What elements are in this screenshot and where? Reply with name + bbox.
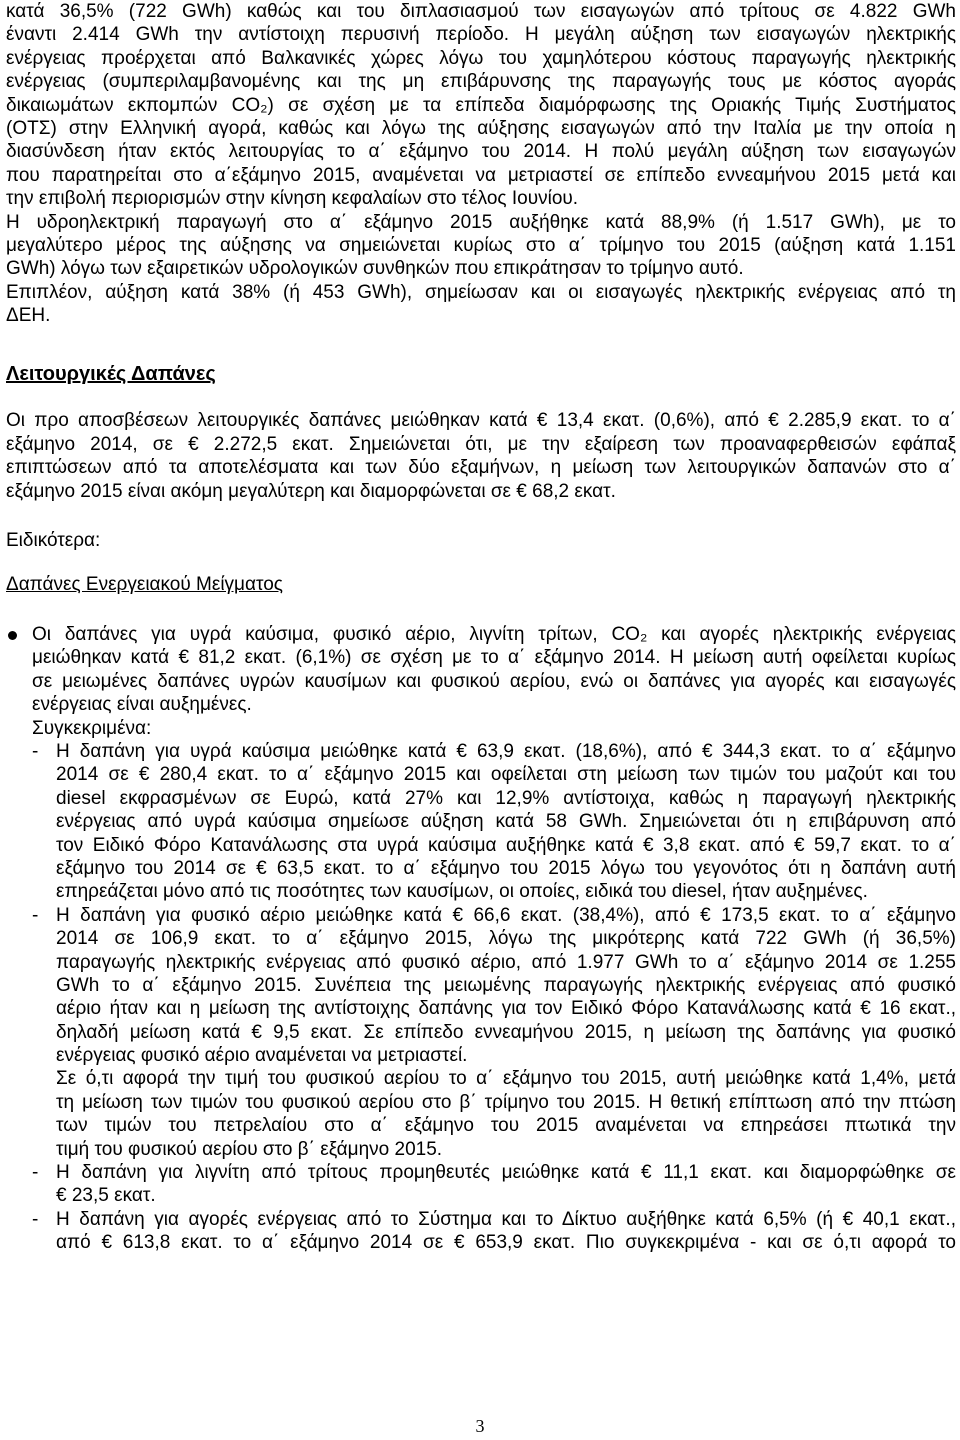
text-line: GWh το α΄ εξάμηνο 2015. Συνέπεια της μειωμένης παραγωγής ηλεκτρικής ενέργειας από φυσικό: [56, 974, 956, 996]
section-title: Λειτουργικές Δαπάνες: [6, 363, 216, 386]
text-line: GWh) λόγω των εξαιρετικών υδρολογικών συνθηκών που επικράτησαν το τρίμηνο αυτό.: [6, 258, 744, 280]
intro-paragraph: [6, 0, 956, 211]
text-line: ενέργειας είναι αυξημένες.: [32, 694, 252, 716]
text-line: δικαιωμάτων εκπομπών CO₂) σε σχέση με τα επίπεδα διαμόρφωσης της Οριακής Τιμής Συστήματος: [6, 94, 956, 116]
text-line: Οι προ αποσβέσεων λειτουργικές δαπάνες μειώθηκαν κατά € 13,4 εκατ. (0,6%), από € 2.285,9 εκατ. το α΄: [6, 410, 956, 432]
dash-item-liquid-fuels: [6, 740, 956, 904]
text-line: που παρατηρείται στο α΄εξάμηνο 2015, αναμένεται να μετριαστεί σε επίπεδο εννεαμήνου 2015 μετά και: [6, 164, 956, 186]
text-line: εξάμηνο του 2014 σε € 63,5 εκατ. το α΄ εξάμηνο του 2015 λόγω του γεγονότος ότι η δαπάνη αυτή: [56, 857, 956, 879]
text-line: επιπτώσεων από τα αποτελέσματα και των δύο εξαμήνων, η μείωση των λειτουργικών δαπανών στο α΄: [6, 457, 956, 479]
text-line: εξάμηνο 2015 είναι ακόμη μεγαλύτερη και διαμορφώνεται σε € 68,2 εκατ.: [6, 480, 616, 502]
text-line: ενέργειας (συμπεριλαμβανομένης και της μη επιβάρυνσης της παραγωγής τους με κόστος αγοράς: [6, 71, 956, 93]
text-line: σε μειωμένες δαπάνες υγρών καυσίμων και φυσικού αερίου, ενώ οι δαπάνες για αγορές και εισαγωγές: [32, 670, 956, 692]
text-line: μεγαλύτερο μέρος της αύξησης να σημειώνεται κυρίως στο α΄ τρίμηνο του 2015 (αύξηση κατά 1.151: [6, 234, 956, 256]
text-line: τη μείωση των τιμών του φυσικού αερίου στο β΄ τρίμηνο του 2015. Η θετική επίπτωση από την πτώση: [56, 1091, 956, 1113]
text-line: ενέργειας προέρχεται από Βαλκανικές χώρες λόγω του χαμηλότερου κόστους παραγωγής ηλεκτρικής: [6, 47, 956, 69]
text-line: Η υδροηλεκτρική παραγωγή στο α΄ εξάμηνο 2015 αυξήθηκε κατά 88,9% (ή 1.517 GWh), με το: [6, 211, 956, 233]
text-line: των τιμών του πετρελαίου στο α΄ εξάμηνο του 2015 αναμένεται να επηρεάσει πτωτικά την: [56, 1115, 956, 1137]
text-line: Η δαπάνη για λιγνίτη από τρίτους προμηθευτές μειώθηκε κατά € 11,1 εκατ. και διαμορφώθηκε σε: [56, 1162, 956, 1184]
text-line: παραγωγής ηλεκτρικής ενέργειας από φυσικό αέριο, από 1.977 GWh το α΄ εξάμηνο 2014 σε 1.255: [56, 951, 956, 973]
document-page: [6, 0, 956, 1255]
text-line: από € 613,8 εκατ. το α΄ εξάμηνο 2014 σε € 653,9 εκατ. Πιο συγκεκριμένα - και σε ό,τι αφορά το: [56, 1232, 956, 1254]
opex-paragraph: [6, 409, 956, 503]
text-line: κατά 36,5% (722 GWh) καθώς και του διπλασιασμού των εισαγωγών από τρίτους σε 4.822 GWh: [6, 1, 956, 22]
subsection-title: Δαπάνες Ενεργειακού Μείγματος: [6, 574, 283, 596]
text-line: έναντι 2.414 GWh την αντίστοιχη περυσινή περίοδο. Η μεγάλη αύξηση των εισαγωγών ηλεκτρικής: [6, 24, 956, 46]
text-line: Σε ό,τι αφορά την τιμή του φυσικού αερίου το α΄ εξάμηνο του 2015, αυτή μειώθηκε κατά 1,4%, μετά: [56, 1068, 956, 1090]
text-line: τιμή του φυσικού αερίου στο β΄ εξάμηνο 2015.: [56, 1138, 443, 1160]
text-line: ΔΕΗ.: [6, 305, 51, 327]
text-line: μειώθηκαν κατά € 81,2 εκατ. (6,1%) σε σχέση με το α΄ εξάμηνο 2014. Η μείωση αυτή οφείλεται κυρίως: [32, 647, 956, 669]
dash-mark: -: [32, 1162, 39, 1184]
text-line: επηρεάζεται μόνο από τις ποσότητες των καυσίμων, οι οποίες, ειδικά του diesel, ήταν αυξημένες.: [56, 881, 868, 903]
dash-item-natural-gas: [6, 904, 956, 1161]
text-line: ενέργειας από υγρά καύσιμα σημείωσε αύξηση κατά 58 GWh. Σημειώνεται ότι η επιβάρυνση από: [56, 811, 956, 833]
text-line: € 23,5 εκατ.: [56, 1185, 156, 1207]
text-line: εξάμηνο 2014, σε € 2.272,5 εκατ. Σημειώνεται ότι, με την εξαίρεση των προαναφερθεισών εφάπαξ: [6, 433, 956, 455]
text-line: (ΟΤΣ) στην Ελληνική αγορά, καθώς και λόγω της αύξησης εισαγωγών από την Ιταλία με την οποία η: [6, 117, 956, 139]
text-line: 2014 σε 106,9 εκατ. το α΄ εξάμηνο 2015, λόγω της μικρότερης κατά 722 GWh (ή 36,5%): [56, 928, 956, 950]
bullet-dot-icon: [8, 631, 17, 640]
text-line: διασύνδεση ήταν εκτός λειτουργίας το α΄ εξάμηνο του 2014. Η πολύ μεγάλη αύξηση των εισαγωγών: [6, 141, 956, 163]
text-line: Οι δαπάνες για υγρά καύσιμα, φυσικό αέριο, λιγνίτη τρίτων, CO₂ και αγορές ηλεκτρικής ενέργειας: [32, 624, 956, 646]
text-line: Η δαπάνη για αγορές ενέργειας από το Σύστημα και το Δίκτυο αυξήθηκε κατά 6,5% (ή € 40,1 εκατ.,: [56, 1208, 956, 1230]
text-line: αέριο ήταν και η μείωση της αντίστοιχης δαπάνης για τον Ειδικό Φόρο Κατανάλωσης κατά € 16 εκατ.,: [56, 998, 956, 1020]
dash-mark: -: [32, 740, 39, 762]
page-number: 3: [475, 1416, 485, 1436]
hydro-paragraph: [6, 211, 956, 281]
text-line: την επιβολή περιορισμών στην κίνηση κεφαλαίων στο τέλος Ιουνίου.: [6, 188, 579, 210]
dash-mark: -: [32, 1208, 39, 1230]
text-line: diesel εκφρασμένων σε Ευρώ, κατά 27% και 12,9% αντίστοιχα, καθώς η παραγωγή ηλεκτρικής: [56, 787, 956, 809]
text-line: τον Ειδικό Φόρο Κατανάλωσης στα υγρά καύσιμα αυξήθηκε κατά € 3,8 εκατ. από € 59,7 εκατ. το α΄: [56, 834, 956, 856]
text-line: Η δαπάνη για υγρά καύσιμα μειώθηκε κατά € 63,9 εκατ. (18,6%), από € 344,3 εκατ. το α΄ εξάμηνο: [56, 740, 956, 762]
dei-paragraph: [6, 281, 956, 328]
specifically2-label: Συγκεκριμένα:: [32, 717, 152, 739]
dash-item-lignite: [6, 1161, 956, 1208]
specifically-label: Ειδικότερα:: [6, 530, 101, 552]
dash-item-energy-purchases: [6, 1208, 956, 1255]
text-line: δηλαδή μείωση κατά € 9,5 εκατ. Σε επίπεδο εννεαμήνου 2015, η μείωση της δαπάνης για φυσικό: [56, 1021, 956, 1043]
text-line: Η δαπάνη για φυσικό αέριο μειώθηκε κατά € 66,6 εκατ. (38,4%), από € 173,5 εκατ. το α΄ εξάμηνο: [56, 904, 956, 926]
dash-mark: -: [32, 904, 39, 926]
bullet-item: [6, 623, 956, 740]
text-line: Επιπλέον, αύξηση κατά 38% (ή 453 GWh), σημείωσαν και οι εισαγωγές ηλεκτρικής ενέργειας από τη: [6, 281, 956, 303]
text-line: 2014 σε € 280,4 εκατ. το α΄ εξάμηνο 2015 και οφείλεται στη μείωση των τιμών του μαζούτ και του: [56, 764, 956, 786]
text-line: ενέργειας φυσικό αέριο αναμένεται να μετριαστεί.: [56, 1045, 468, 1067]
